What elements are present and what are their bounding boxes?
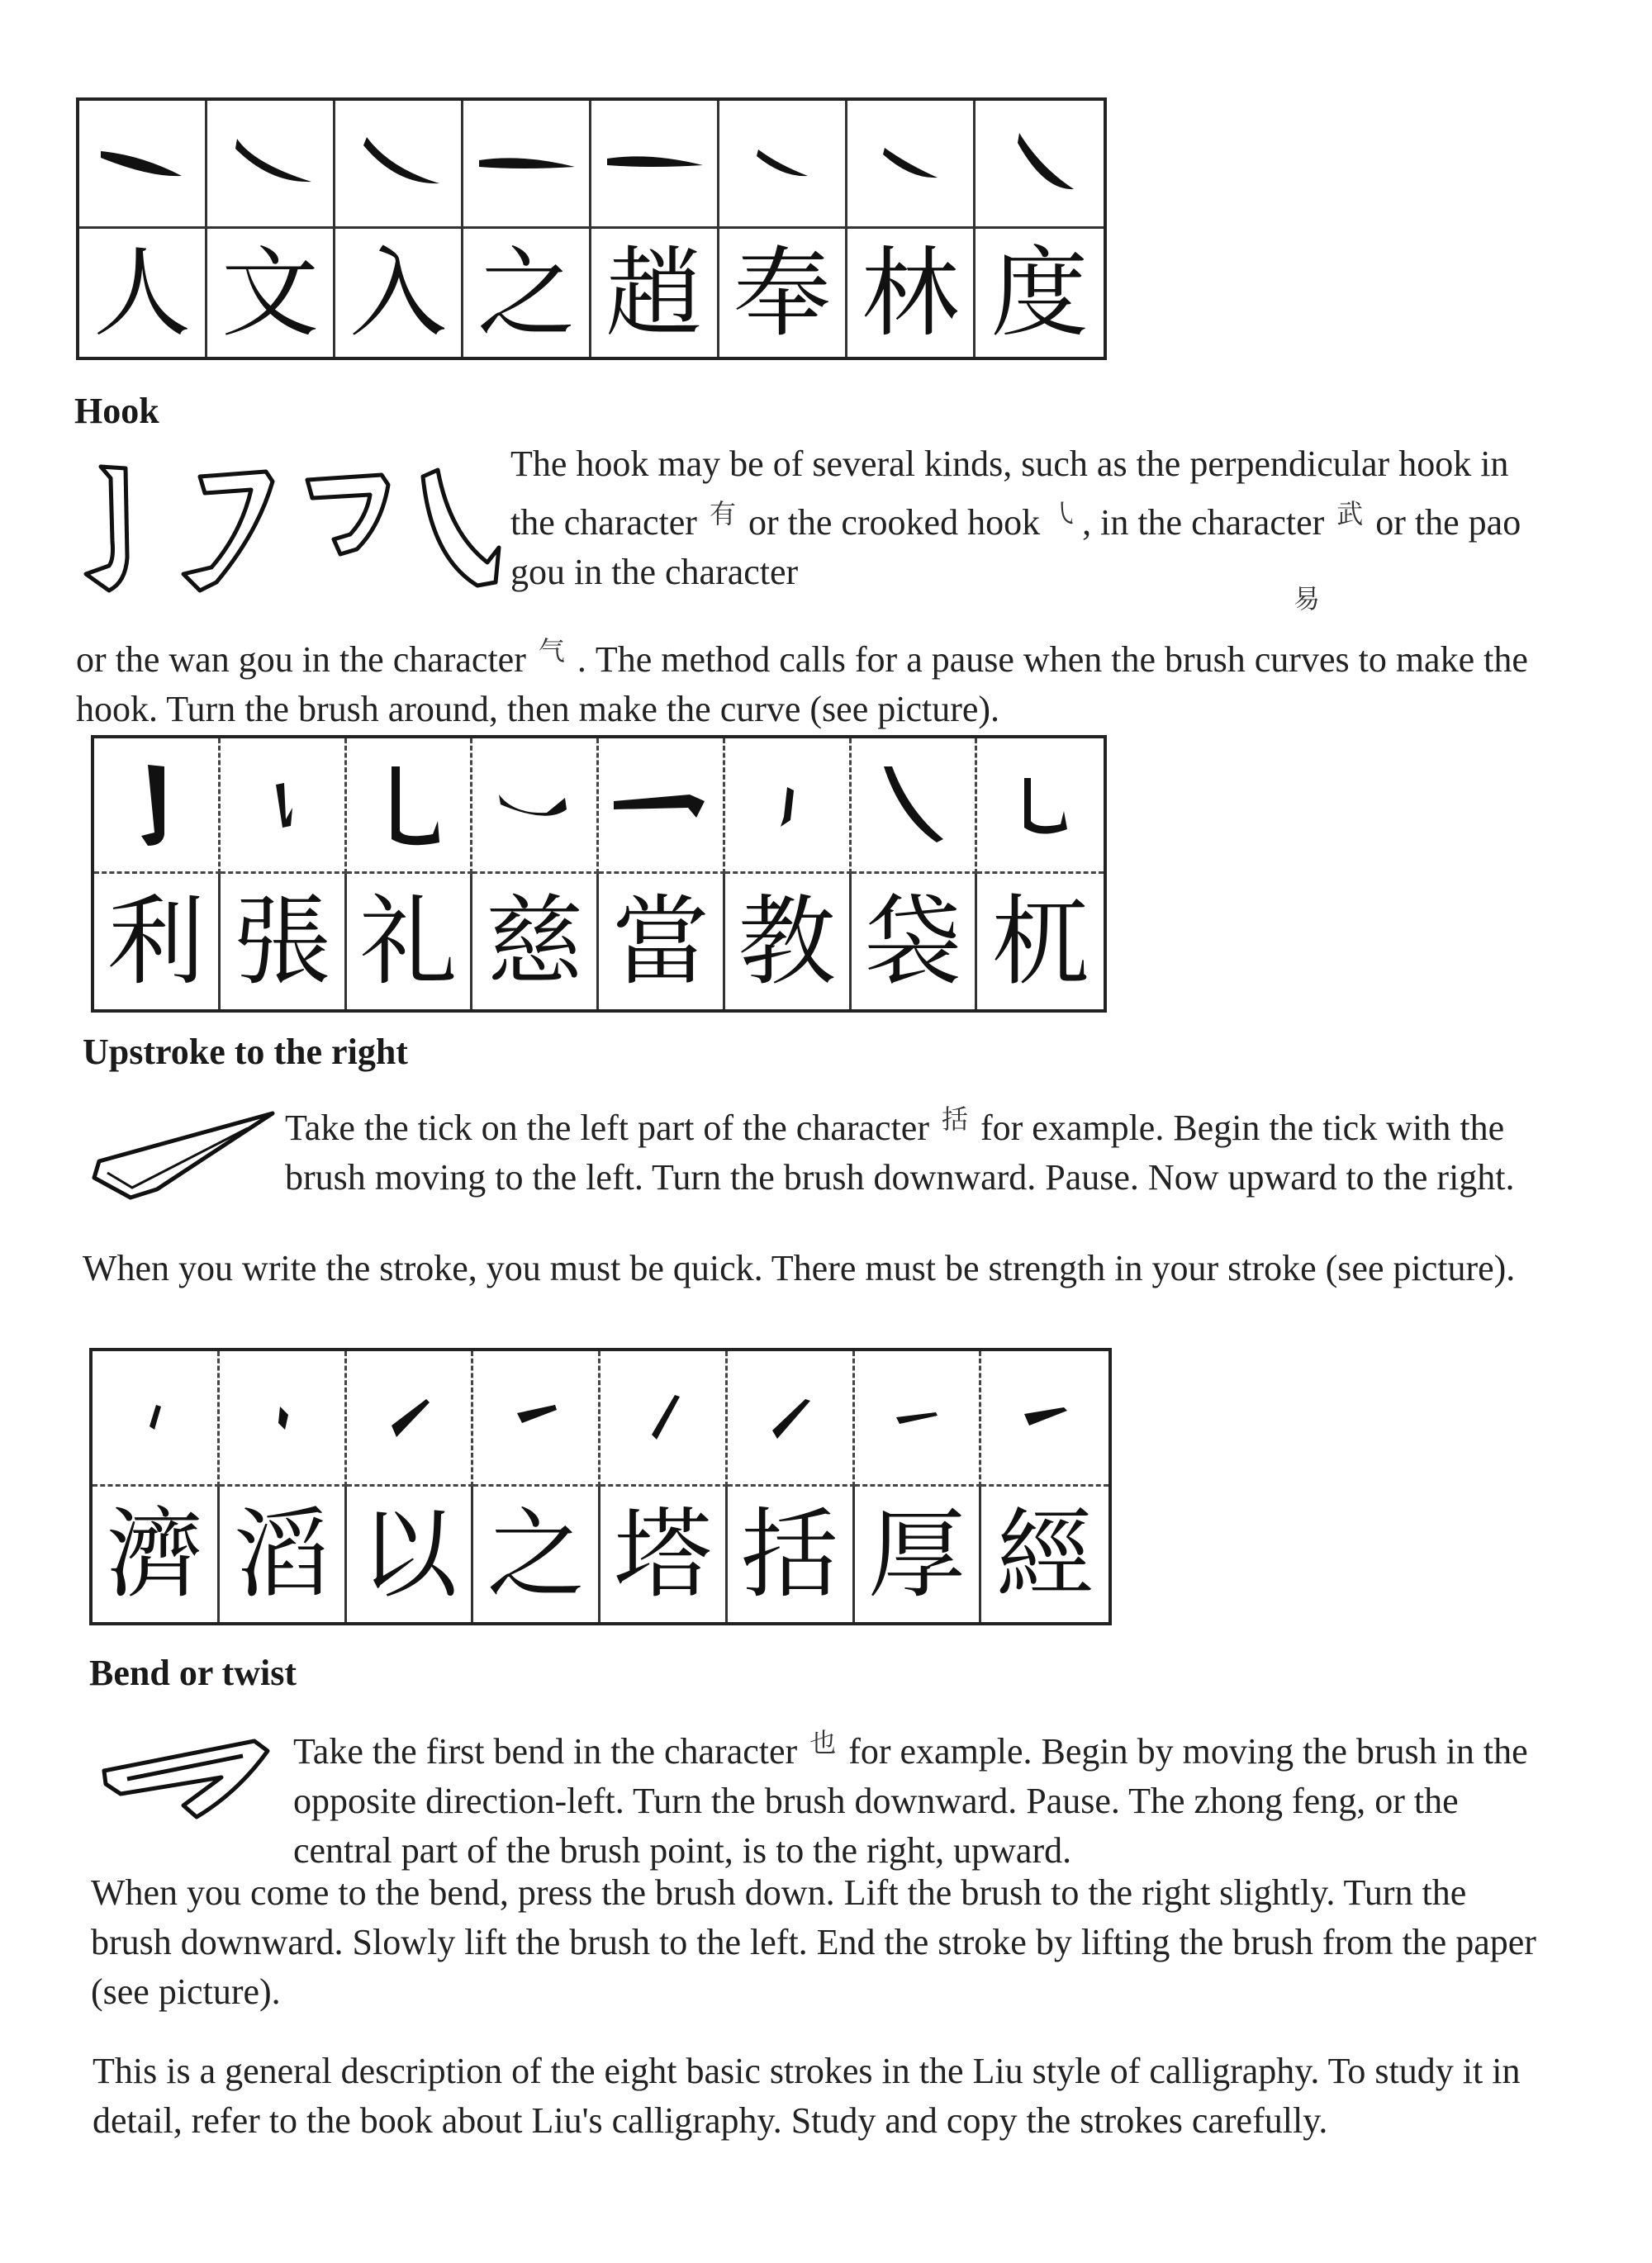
text: Take the first bend in the character [293,1731,798,1772]
stroke-cell [93,1351,220,1487]
stroke-cell [463,101,591,229]
upstroke-description [285,1094,1549,1203]
stroke-grid-upstrokes [89,1348,1112,1625]
character-cell: 入 [335,229,463,357]
character-cell: 利 [94,874,221,1009]
example-character: 武 [1336,498,1364,529]
character-cell: 括 [728,1487,855,1622]
stroke-cell [220,1351,347,1487]
stroke-cell [847,101,976,229]
text: or the pao gou in the character [510,502,1521,592]
text: or the crooked hook [748,502,1041,543]
bend-description [293,1718,1549,1876]
stroke-grid-dots [76,97,1107,360]
character-cell: 趙 [591,229,719,357]
bend-illustration [97,1726,279,1825]
character-cell: 塔 [601,1487,728,1622]
stroke-cell [347,738,473,874]
text: , in the character [1082,502,1325,543]
stroke-cell [601,1351,728,1487]
character-cell: 張 [221,874,347,1009]
character-cell: 當 [599,874,725,1009]
stroke-cell [728,1351,855,1487]
stroke-cell [976,101,1104,229]
example-character: 括 [941,1103,968,1135]
text: This is a general description of the eight basic strokes in the Liu style of calligraphy. To study it in detail, refer to the book about Liu's calligraphy. Study and copy the strokes carefully. [93,2051,1521,2141]
example-character-yi: 易 [1294,583,1321,614]
stroke-cell [855,1351,982,1487]
example-character: 有 [709,498,736,529]
character-cell: 經 [996,1497,1094,1611]
character-cell: 度 [990,235,1089,350]
stroke-grid-hooks [91,735,1107,1013]
text: for example. Begin the tick with the brush moving to the left. Turn the brush downward. Pause. Now upward to the right. [285,1108,1515,1198]
section-heading-upstroke: Upstroke to the right [83,1032,408,1072]
stroke-cell [472,738,599,874]
text: When you come to the bend, press the brush down. Lift the brush to the right slightly. Turn the brush downward. Slowly lift the brush to the left. End the stroke by lifting the brush from the paper (see picture). [91,1872,1536,2012]
character-cell: 滔 [220,1487,347,1622]
text: . The method calls for a pause when the brush curves to make the hook. Turn the brush around, then make the curve (see picture). [76,639,1528,729]
upstroke-illustration [83,1107,281,1206]
section-heading-bend: Bend or twist [89,1653,297,1693]
character-cell: 袋 [852,874,978,1009]
stroke-cell [473,1351,601,1487]
text: Take the tick on the left part of the character [285,1108,929,1148]
text: The hook may be of several kinds, such as the perpendicular hook in the character [510,444,1509,543]
stroke-cell [221,738,347,874]
stroke-cell [591,101,719,229]
character-cell: 杌 [991,885,1089,999]
character-cell: 慈 [472,874,599,1009]
hook-description-continued [76,626,1546,734]
character-cell: 林 [847,229,976,357]
character-cell: 文 [207,229,335,357]
character-cell: 濟 [93,1487,220,1622]
section-heading-hook: Hook [74,391,159,431]
character-cell: 人 [79,229,207,357]
bend-description-continued [91,1868,1553,2017]
character-cell: 教 [725,874,852,1009]
character-cell: 奉 [719,229,847,357]
character-cell: 之 [463,229,591,357]
character-cell: 厚 [855,1487,982,1622]
stroke-cell [94,738,221,874]
hook-illustration [76,458,506,599]
example-character: 气 [538,635,565,667]
character-cell: 礼 [347,874,473,1009]
stroke-cell [981,1351,1108,1487]
stroke-cell [335,101,463,229]
stroke-cell [852,738,978,874]
stroke-cell [977,738,1104,874]
stroke-cell [719,101,847,229]
character-cell: 以 [347,1487,474,1622]
text: or the wan gou in the character [76,639,526,680]
stroke-cell [347,1351,474,1487]
stroke-cell [599,738,725,874]
stroke-cell [725,738,852,874]
character-cell: 之 [473,1487,601,1622]
upstroke-description-continued [83,1244,1553,1293]
example-stroke: ㇂ [1052,498,1080,529]
hook-description [510,439,1543,597]
stroke-cell [79,101,207,229]
example-character: 也 [809,1727,837,1758]
conclusion-paragraph [93,2047,1555,2146]
stroke-cell [207,101,335,229]
text: for example. Begin by moving the brush in the opposite direction-left. Turn the brush downward. Pause. The zhong feng, or the central part of the brush point, is to the right, upward. [293,1731,1528,1871]
text: When you write the stroke, you must be quick. There must be strength in your stroke (see picture). [83,1248,1516,1288]
